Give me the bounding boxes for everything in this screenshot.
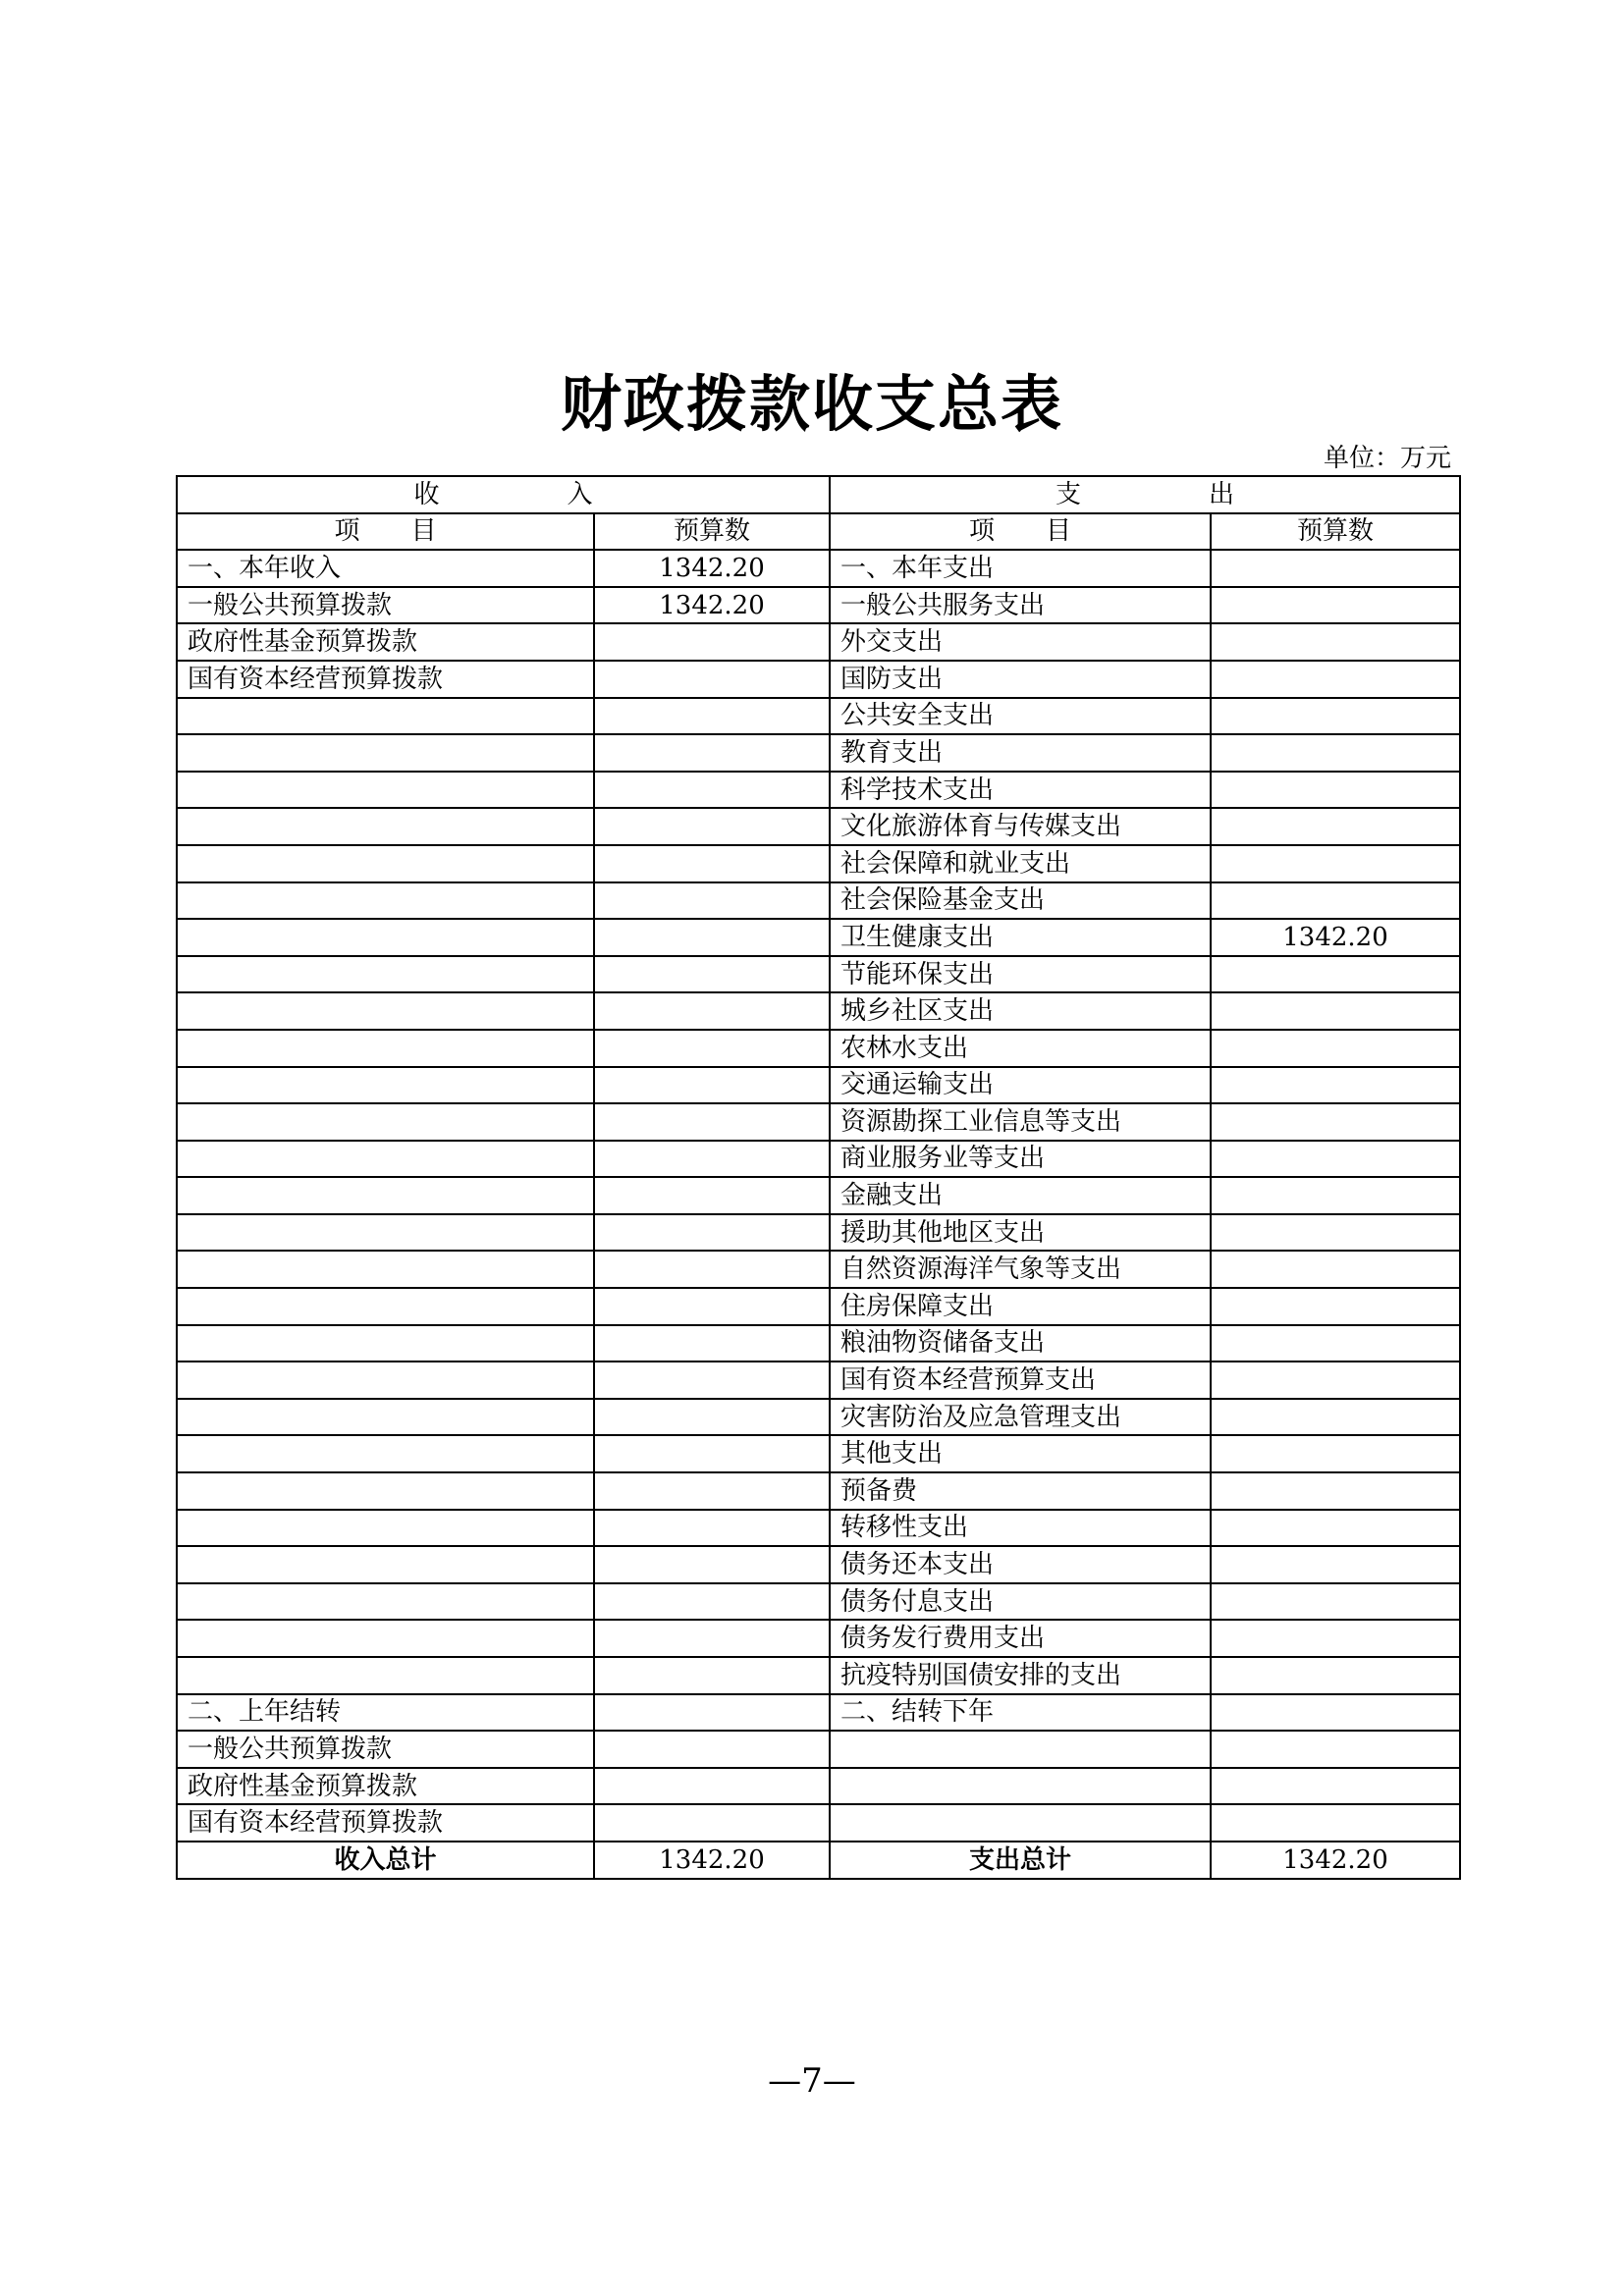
expense-value-cell: [1211, 882, 1460, 920]
table-row: [177, 1214, 1460, 1252]
income-value-cell: [594, 1141, 830, 1178]
income-value-cell: [594, 808, 830, 845]
table-row: [177, 1804, 1460, 1842]
income-item-cell: [177, 1030, 594, 1067]
income-item-cell: [177, 734, 594, 772]
income-item-cell: [177, 919, 594, 956]
expense-item-cell: 债务还本支出: [830, 1546, 1211, 1583]
table-row: [177, 550, 1460, 587]
income-item-cell: [177, 1325, 594, 1362]
income-value-cell: [594, 772, 830, 809]
income-total-value: 1342.20: [594, 1842, 830, 1879]
table-row: [177, 772, 1460, 809]
income-value-cell: [594, 1325, 830, 1362]
income-item-cell: 政府性基金预算拨款: [177, 623, 594, 661]
expense-item-header: 项 目: [830, 513, 1211, 551]
income-item-cell: [177, 882, 594, 920]
income-item-cell: [177, 1177, 594, 1214]
expense-item-cell: 交通运输支出: [830, 1067, 1211, 1104]
income-item-cell: 政府性基金预算拨款: [177, 1768, 594, 1805]
expense-value-cell: [1211, 1214, 1460, 1252]
income-value-cell: [594, 1510, 830, 1547]
table-row: [177, 1583, 1460, 1621]
income-value-cell: [594, 1288, 830, 1325]
expense-item-cell: 一、本年支出: [830, 550, 1211, 587]
table-row: [177, 992, 1460, 1030]
expense-value-cell: [1211, 623, 1460, 661]
income-item-cell: 一般公共预算拨款: [177, 587, 594, 624]
expense-value-cell: [1211, 1731, 1460, 1768]
expense-value-cell: [1211, 1325, 1460, 1362]
expense-item-cell: 卫生健康支出: [830, 919, 1211, 956]
expense-value-cell: [1211, 550, 1460, 587]
expense-item-cell: 国有资本经营预算支出: [830, 1362, 1211, 1399]
expense-value-cell: [1211, 1804, 1460, 1842]
expense-value-cell: [1211, 1435, 1460, 1472]
income-value-cell: [594, 698, 830, 735]
income-value-cell: [594, 882, 830, 920]
expense-item-cell: 城乡社区支出: [830, 992, 1211, 1030]
expense-value-cell: [1211, 1583, 1460, 1621]
expense-item-cell: 预备费: [830, 1472, 1211, 1510]
table-row: [177, 1362, 1460, 1399]
expense-item-cell: 商业服务业等支出: [830, 1141, 1211, 1178]
expense-item-cell: 社会保障和就业支出: [830, 845, 1211, 882]
income-value-cell: [594, 1362, 830, 1399]
expense-value-cell: [1211, 1768, 1460, 1805]
income-item-cell: [177, 1399, 594, 1436]
income-value-cell: [594, 1214, 830, 1252]
expense-value-cell: [1211, 1103, 1460, 1141]
expense-item-cell: 科学技术支出: [830, 772, 1211, 809]
income-value-cell: [594, 1251, 830, 1288]
income-item-cell: [177, 1435, 594, 1472]
table-row: [177, 1103, 1460, 1141]
table-row: [177, 1546, 1460, 1583]
expense-item-cell: [830, 1768, 1211, 1805]
expense-value-cell: 1342.20: [1211, 919, 1460, 956]
income-value-cell: [594, 734, 830, 772]
income-value-cell: [594, 1694, 830, 1732]
expense-value-cell: [1211, 845, 1460, 882]
income-item-cell: [177, 808, 594, 845]
expense-value-cell: [1211, 1657, 1460, 1694]
table-row: [177, 1657, 1460, 1694]
table-row: [177, 882, 1460, 920]
unit-label: 单位：万元: [1323, 444, 1451, 473]
expense-item-cell: 抗疫特别国债安排的支出: [830, 1657, 1211, 1694]
income-value-cell: [594, 1067, 830, 1104]
table-row: [177, 1067, 1460, 1104]
income-value-cell: [594, 623, 830, 661]
expense-value-cell: [1211, 1030, 1460, 1067]
income-value-cell: [594, 1399, 830, 1436]
expense-item-cell: 农林水支出: [830, 1030, 1211, 1067]
income-value-cell: [594, 1030, 830, 1067]
income-value-cell: [594, 956, 830, 993]
expense-value-cell: [1211, 698, 1460, 735]
expense-item-cell: 节能环保支出: [830, 956, 1211, 993]
expense-value-cell: [1211, 1177, 1460, 1214]
income-item-header: 项 目: [177, 513, 594, 551]
income-value-cell: [594, 1583, 830, 1621]
table-row: [177, 1030, 1460, 1067]
table-row: [177, 1325, 1460, 1362]
income-value-cell: 1342.20: [594, 587, 830, 624]
table-row: [177, 587, 1460, 624]
income-item-cell: [177, 1620, 594, 1657]
table-row: [177, 1620, 1460, 1657]
expense-item-cell: [830, 1804, 1211, 1842]
table-row: [177, 1399, 1460, 1436]
expense-item-cell: 债务发行费用支出: [830, 1620, 1211, 1657]
expense-value-cell: [1211, 992, 1460, 1030]
expense-total-label: 支出总计: [830, 1842, 1211, 1879]
table-row: [177, 1768, 1460, 1805]
income-item-cell: 一般公共预算拨款: [177, 1731, 594, 1768]
expense-value-cell: [1211, 1399, 1460, 1436]
expense-item-cell: 住房保障支出: [830, 1288, 1211, 1325]
expense-item-cell: 二、结转下年: [830, 1694, 1211, 1732]
expense-item-cell: 社会保险基金支出: [830, 882, 1211, 920]
expense-value-cell: [1211, 808, 1460, 845]
table-row: [177, 698, 1460, 735]
income-item-cell: 国有资本经营预算拨款: [177, 1804, 594, 1842]
expense-value-cell: [1211, 1288, 1460, 1325]
table-row: [177, 845, 1460, 882]
expense-value-cell: [1211, 1620, 1460, 1657]
expense-item-cell: 粮油物资储备支出: [830, 1325, 1211, 1362]
budget-table: [176, 475, 1461, 1880]
expense-item-cell: 资源勘探工业信息等支出: [830, 1103, 1211, 1141]
expense-value-cell: [1211, 772, 1460, 809]
income-item-cell: [177, 1214, 594, 1252]
income-item-cell: [177, 1067, 594, 1104]
table-row: [177, 808, 1460, 845]
income-value-cell: [594, 1768, 830, 1805]
expense-value-cell: [1211, 587, 1460, 624]
expense-header: 支 出: [830, 476, 1460, 513]
income-header: 收 入: [177, 476, 830, 513]
income-item-cell: [177, 1583, 594, 1621]
expense-value-cell: [1211, 734, 1460, 772]
income-item-cell: [177, 1288, 594, 1325]
income-value-cell: [594, 992, 830, 1030]
expense-item-cell: 债务付息支出: [830, 1583, 1211, 1621]
income-item-cell: 国有资本经营预算拨款: [177, 661, 594, 698]
income-value-cell: [594, 1435, 830, 1472]
income-item-cell: [177, 1510, 594, 1547]
expense-item-cell: 公共安全支出: [830, 698, 1211, 735]
expense-value-cell: [1211, 956, 1460, 993]
table-row: [177, 1177, 1460, 1214]
expense-item-cell: 国防支出: [830, 661, 1211, 698]
table-row: [177, 1141, 1460, 1178]
expense-item-cell: 自然资源海洋气象等支出: [830, 1251, 1211, 1288]
expense-value-cell: [1211, 1067, 1460, 1104]
income-value-cell: [594, 845, 830, 882]
income-value-cell: [594, 1731, 830, 1768]
income-item-cell: [177, 1546, 594, 1583]
table-row: [177, 956, 1460, 993]
page-number: —7—: [768, 2061, 856, 2101]
budget-table-body: [177, 476, 1460, 1879]
expense-value-cell: [1211, 1546, 1460, 1583]
income-item-cell: [177, 698, 594, 735]
table-row: [177, 1510, 1460, 1547]
income-item-cell: [177, 1141, 594, 1178]
table-row: [177, 734, 1460, 772]
expense-item-cell: 一般公共服务支出: [830, 587, 1211, 624]
expense-item-cell: 灾害防治及应急管理支出: [830, 1399, 1211, 1436]
expense-value-cell: [1211, 1141, 1460, 1178]
income-item-cell: [177, 1472, 594, 1510]
table-row: [177, 1731, 1460, 1768]
expense-item-cell: 援助其他地区支出: [830, 1214, 1211, 1252]
expense-item-cell: 文化旅游体育与传媒支出: [830, 808, 1211, 845]
expense-value-cell: [1211, 1510, 1460, 1547]
income-item-cell: [177, 772, 594, 809]
income-item-cell: [177, 992, 594, 1030]
expense-total-value: 1342.20: [1211, 1842, 1460, 1879]
income-value-cell: [594, 1546, 830, 1583]
income-value-cell: [594, 1103, 830, 1141]
table-row: [177, 623, 1460, 661]
income-item-cell: 二、上年结转: [177, 1694, 594, 1732]
income-item-cell: [177, 1103, 594, 1141]
income-item-cell: [177, 1251, 594, 1288]
expense-value-cell: [1211, 1472, 1460, 1510]
expense-value-cell: [1211, 1694, 1460, 1732]
table-row: [177, 1251, 1460, 1288]
income-value-cell: [594, 1804, 830, 1842]
income-item-cell: [177, 1362, 594, 1399]
income-value-cell: [594, 1177, 830, 1214]
expense-value-cell: [1211, 661, 1460, 698]
table-row: [177, 1288, 1460, 1325]
expense-item-cell: 其他支出: [830, 1435, 1211, 1472]
expense-value-cell: [1211, 1362, 1460, 1399]
income-budget-header: 预算数: [594, 513, 830, 551]
income-item-cell: [177, 1657, 594, 1694]
income-value-cell: 1342.20: [594, 550, 830, 587]
header-row-group: [177, 476, 1460, 513]
income-value-cell: [594, 661, 830, 698]
expense-value-cell: [1211, 1251, 1460, 1288]
income-total-label: 收入总计: [177, 1842, 594, 1879]
expense-item-cell: 金融支出: [830, 1177, 1211, 1214]
header-row-columns: [177, 513, 1460, 551]
income-value-cell: [594, 919, 830, 956]
income-value-cell: [594, 1620, 830, 1657]
income-value-cell: [594, 1657, 830, 1694]
table-row: [177, 661, 1460, 698]
page-title: 财政拨款收支总表: [560, 368, 1063, 440]
table-row: [177, 1472, 1460, 1510]
expense-item-cell: [830, 1731, 1211, 1768]
expense-item-cell: 外交支出: [830, 623, 1211, 661]
income-value-cell: [594, 1472, 830, 1510]
income-item-cell: [177, 845, 594, 882]
income-item-cell: [177, 956, 594, 993]
table-row: [177, 1694, 1460, 1732]
expense-item-cell: 教育支出: [830, 734, 1211, 772]
totals-row: [177, 1842, 1460, 1879]
table-row: [177, 1435, 1460, 1472]
expense-budget-header: 预算数: [1211, 513, 1460, 551]
table-row: [177, 919, 1460, 956]
income-item-cell: 一、本年收入: [177, 550, 594, 587]
expense-item-cell: 转移性支出: [830, 1510, 1211, 1547]
